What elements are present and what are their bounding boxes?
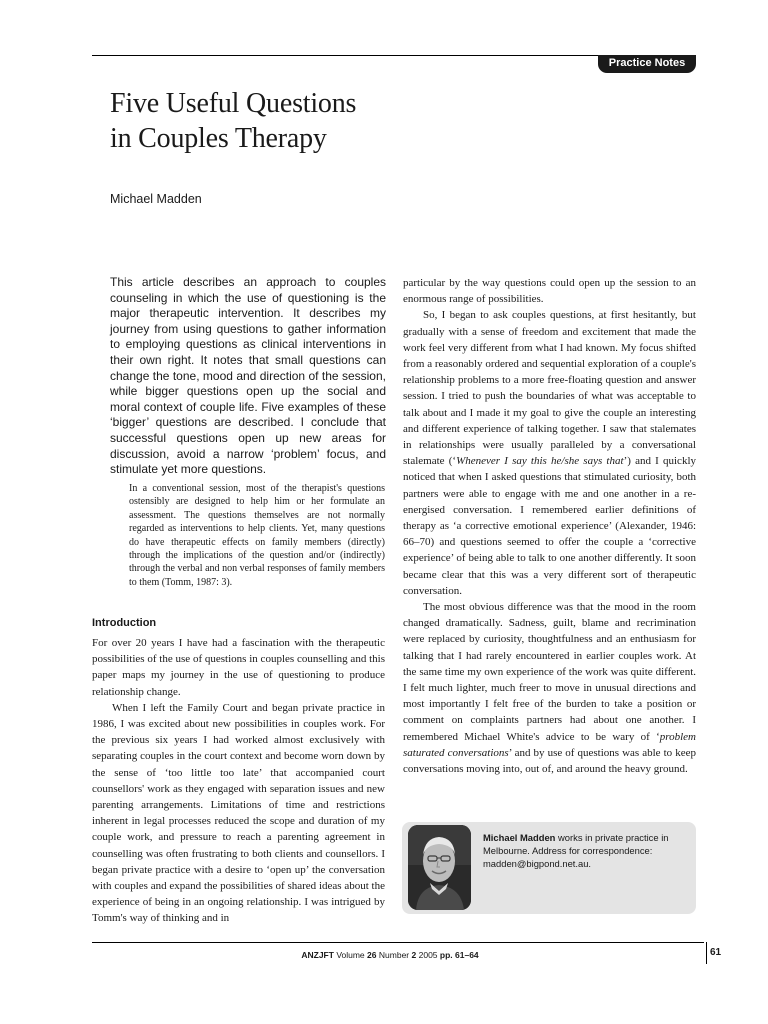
epigraph-quote (129, 482, 385, 589)
author-photo (408, 825, 471, 910)
publication-year: 2005 (418, 950, 438, 960)
italic-quote: Whenever I say this he/she says that (456, 455, 624, 468)
number-label: Number (378, 950, 410, 960)
italic-quote: problem saturated conversations (403, 730, 696, 759)
volume-number: 26 (367, 950, 377, 960)
text-run: ’ and by use of questions was able to keep conversations moving into, out of, and around the heavy ground. (403, 746, 696, 776)
paragraph (403, 599, 696, 777)
journal-citation (92, 950, 688, 960)
paragraph: When I left the Family Court and began private practice in 1986, I was excited about new possibilities in couples work. For the previous six years I had worked almost exclusively with separating couples in the court context and become worn down by the sense of ‘too little too late’ that accompanied court counsellors' work as they engaged with separation issues and new parenting arrangements. Limitations of time and restrictions inherent in legal processes reduced the scope and duration of my couple work, and pressure to reach a parenting agreement in counselling was often frustrating to both clients and counsellors. I began private practice with a desire to ‘open up’ the conversation with couples and expand the possibilities of shared ideas about the experience of being in an ongoing relationship. I was intrigued by Tomm's way of thinking and in (92, 701, 385, 925)
paragraph: particular by the way questions could open up the session to an enormous range of possibilities. (403, 277, 696, 306)
footer-rule (92, 942, 704, 943)
author-bio-box (402, 822, 696, 914)
section-badge: Practice Notes (598, 55, 696, 73)
author-photo-illustration (408, 825, 471, 910)
journal-name: ANZJFT (301, 950, 334, 960)
body-column-left (92, 635, 385, 927)
abstract (110, 275, 386, 478)
title-line-1: Five Useful Questions (110, 88, 357, 119)
title-line-2: in Couples Therapy (110, 123, 327, 154)
bio-text: works in private practice in Melbourne. Address for correspondence: madden@bigpond.net.au. (483, 832, 669, 870)
author-bio (483, 831, 689, 871)
page-range: pp. 61–64 (439, 950, 479, 960)
issue-number: 2 (411, 950, 417, 960)
page-number-divider (706, 942, 707, 964)
body-column-right (403, 275, 696, 777)
section-heading-introduction: Introduction (92, 617, 157, 629)
abstract-text: This article describes an approach to couples counseling in which the use of questioning is the major therapeutic intervention. It describes my journey from using questions to gather information to employing questions as clinical interventions in their own right. It notes that small questions can change the tone, mood and direction of the session, while bigger questions open up the social and moral context of couple life. Five examples of these ‘bigger’ questions are described. I conclude that successful questions open up new areas for discussion, avoid a narrow ‘problem’ focus, and stimulate yet more questions. (110, 275, 386, 477)
text-run: The most obvious difference was that the mood in the room changed dramatically. Sadness, guilt, blame and recrimination were replaced by curiosity, thoughtfulness and an enthusiasm for talking that I had rarely encountered in earlier couples work. At the same time my own experience of the work was quite different. I felt much lighter, much freer to move in unusual directions and most importantly I felt free of the burden to take a position or comment on complaints partners had about one another. I remembered Michael White's advice to be wary of ‘ (403, 601, 696, 743)
page-number: 61 (710, 947, 722, 958)
author-name: Michael Madden (110, 192, 202, 206)
epigraph-text: In a conventional session, most of the therapist's questions ostensibly are designed to help him or her formulate an assessment. The questions themselves are not normally regarded as interventions to help clients. Yet, many questions do have therapeutic effects on family members (directly) through the implications of the question and/or (indirectly) through the verbal and non verbal responses of family members to them (Tomm, 1987: 3). (129, 483, 385, 588)
article-title (110, 86, 510, 156)
bio-name: Michael Madden (483, 832, 556, 843)
paragraph (403, 307, 696, 599)
text-run: So, I began to ask couples questions, at first hesitantly, but gradually with a sense of freedom and excitement that made the work feel very different from what I had known. My focus shifted from a reasonably ordered and sequential exploration of a couple's relationship problems to a more free-floating question and answer session. I tried to push the boundaries of what was acceptable to talk about and I made it my goal to give the couple an interesting and different experience of talking together. I saw that stalemates in relationships were usually paralleled by a conversational stalemate (‘ (403, 309, 696, 468)
paragraph: For over 20 years I have had a fascination with the therapeutic possibilities of the use of questions in couples counselling and this paper maps my journey in the use of questioning to produce relationship change. (92, 637, 385, 698)
volume-label: Volume (336, 950, 365, 960)
text-run: ’) and I quickly noticed that when I asked questions that stimulated curiosity, both partners were able to engage with me and one another in a re-energised conversation. I remembered earlier definitions of therapy as ‘a corrective emotional experience’ (Alexander, 1946: 66–70) and questions seemed to offer the couple a ‘corrective experience’ of being able to talk to one another differently. It soon became clear that this was a very different sort of therapeutic conversation. (403, 455, 696, 597)
